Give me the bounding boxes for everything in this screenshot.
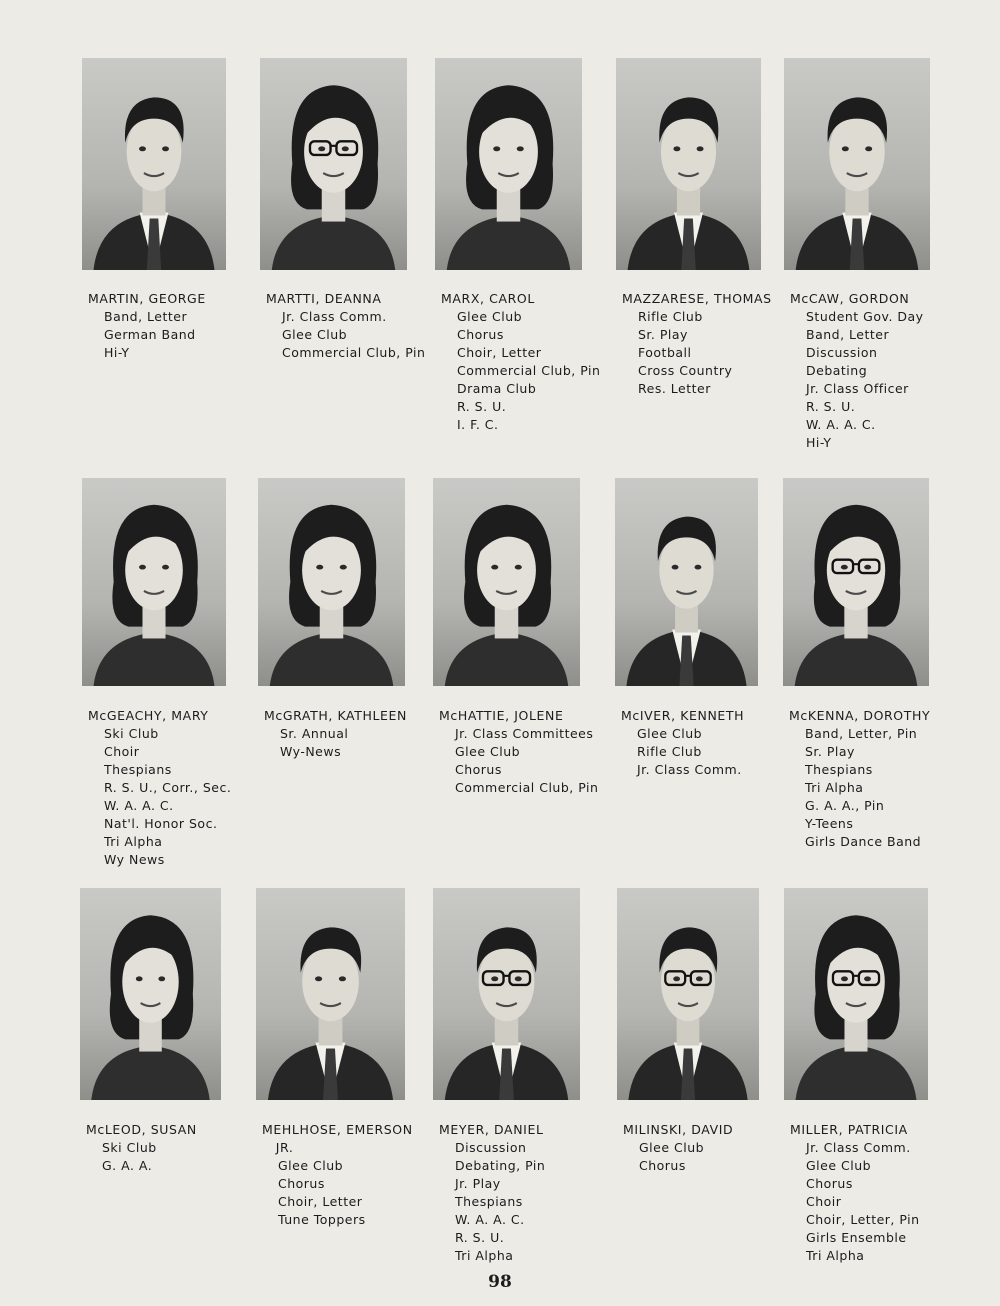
activity-item: Sr. Annual	[280, 726, 349, 741]
activity-item: Glee Club	[637, 726, 703, 741]
student-portrait	[783, 478, 929, 686]
student-caption	[439, 707, 598, 797]
activity-list	[439, 1139, 545, 1265]
activity-item: Girls Ensemble	[806, 1230, 907, 1245]
student-portrait	[784, 888, 928, 1100]
activity-item: Student Gov. Day	[806, 309, 924, 324]
activity-item: Tune Toppers	[278, 1212, 366, 1227]
student-name: MILINSKI, DAVID	[623, 1122, 734, 1137]
activity-item: Tri Alpha	[455, 1248, 514, 1263]
student-name: MARTIN, GEORGE	[88, 291, 206, 306]
activity-item: Rifle Club	[637, 744, 702, 759]
student-name: MARTTI, DEANNA	[266, 291, 382, 306]
activity-item: I. F. C.	[457, 417, 499, 432]
student-portrait	[435, 58, 582, 270]
student-caption	[266, 290, 425, 362]
activity-item: Cross Country	[638, 363, 733, 378]
activity-item: R. S. U.	[806, 399, 856, 414]
activity-list	[88, 725, 231, 869]
activity-item: Commercial Club, Pin	[282, 345, 426, 360]
activity-list	[623, 1139, 733, 1175]
student-portrait	[615, 478, 758, 686]
activity-item: Jr. Class Comm.	[806, 1140, 911, 1155]
activity-item: Thespians	[104, 762, 172, 777]
activity-list	[86, 1139, 197, 1175]
activity-list	[441, 308, 600, 434]
activity-item: Commercial Club, Pin	[457, 363, 601, 378]
activity-item: R. S. U.	[457, 399, 507, 414]
student-portrait	[80, 888, 221, 1100]
activity-list	[266, 308, 425, 362]
activity-item: W. A. A. C.	[806, 417, 876, 432]
activity-item: Choir, Letter	[457, 345, 542, 360]
activity-item: Wy-News	[280, 744, 342, 759]
student-caption	[623, 1121, 733, 1175]
activity-item: Nat'l. Honor Soc.	[104, 816, 218, 831]
activity-list	[264, 725, 407, 761]
activity-item: Choir, Letter	[278, 1194, 363, 1209]
activity-item: Choir	[806, 1194, 842, 1209]
activity-item: Band, Letter	[104, 309, 188, 324]
student-name: MAZZARESE, THOMAS	[622, 291, 772, 306]
student-caption	[441, 290, 600, 434]
student-portrait	[258, 478, 405, 686]
activity-list	[790, 308, 924, 452]
student-portrait	[784, 58, 930, 270]
student-name: McGRATH, KATHLEEN	[264, 708, 407, 723]
activity-item: Chorus	[457, 327, 504, 342]
activity-item: Hi-Y	[104, 345, 130, 360]
activity-item: R. S. U.	[455, 1230, 505, 1245]
student-portrait	[433, 888, 580, 1100]
student-caption	[790, 290, 924, 452]
activity-item: Sr. Play	[805, 744, 855, 759]
student-caption	[439, 1121, 545, 1265]
activity-item: Discussion	[455, 1140, 527, 1155]
activity-list	[789, 725, 930, 851]
student-caption	[88, 290, 206, 362]
activity-item: Y-Teens	[805, 816, 854, 831]
student-name: McIVER, KENNETH	[621, 708, 745, 723]
page-number: 98	[488, 1272, 512, 1292]
activity-item: Res. Letter	[638, 381, 711, 396]
student-portrait	[433, 478, 580, 686]
activity-item: Glee Club	[639, 1140, 705, 1155]
activity-item: Commercial Club, Pin	[455, 780, 599, 795]
activity-item: Sr. Play	[638, 327, 688, 342]
activity-item: Band, Letter, Pin	[805, 726, 918, 741]
activity-item: Choir	[104, 744, 140, 759]
activity-item: Tri Alpha	[805, 780, 864, 795]
activity-item: Jr. Class Comm.	[282, 309, 387, 324]
activity-item: Tri Alpha	[806, 1248, 865, 1263]
activity-list	[262, 1157, 413, 1229]
activity-item: Glee Club	[278, 1158, 344, 1173]
activity-item: Jr. Class Officer	[806, 381, 909, 396]
student-caption	[88, 707, 231, 869]
activity-item: R. S. U., Corr., Sec.	[104, 780, 232, 795]
student-portrait	[82, 478, 226, 686]
activity-item: W. A. A. C.	[104, 798, 174, 813]
student-name: McCAW, GORDON	[790, 291, 910, 306]
student-caption	[262, 1121, 413, 1229]
activity-item: Wy News	[104, 852, 165, 867]
student-name: MEYER, DANIEL	[439, 1122, 544, 1137]
activity-item: Jr. Class Comm.	[637, 762, 742, 777]
student-caption	[789, 707, 930, 851]
activity-list	[621, 725, 744, 779]
activity-item: W. A. A. C.	[455, 1212, 525, 1227]
activity-item: Thespians	[455, 1194, 523, 1209]
activity-item: Chorus	[639, 1158, 686, 1173]
activity-item: Tri Alpha	[104, 834, 163, 849]
activity-item: Hi-Y	[806, 435, 832, 450]
student-caption	[264, 707, 407, 761]
activity-item: Glee Club	[457, 309, 523, 324]
activity-list	[790, 1139, 920, 1265]
activity-item: G. A. A.	[102, 1158, 153, 1173]
activity-item: G. A. A., Pin	[805, 798, 885, 813]
student-name: MEHLHOSE, EMERSON JR.	[262, 1122, 413, 1155]
student-caption	[621, 707, 744, 779]
activity-item: Discussion	[806, 345, 878, 360]
activity-item: Jr. Play	[455, 1176, 501, 1191]
student-name: McLEOD, SUSAN	[86, 1122, 197, 1137]
activity-item: Debating	[806, 363, 868, 378]
activity-item: Chorus	[455, 762, 502, 777]
activity-item: Glee Club	[455, 744, 521, 759]
student-portrait	[82, 58, 226, 270]
student-portrait	[260, 58, 407, 270]
activity-item: Choir, Letter, Pin	[806, 1212, 920, 1227]
activity-item: Band, Letter	[806, 327, 890, 342]
student-portrait	[256, 888, 405, 1100]
student-caption	[622, 290, 772, 398]
activity-item: Debating, Pin	[455, 1158, 546, 1173]
student-name: McHATTIE, JOLENE	[439, 708, 564, 723]
activity-item: Glee Club	[806, 1158, 872, 1173]
activity-item: Girls Dance Band	[805, 834, 922, 849]
activity-list	[439, 725, 598, 797]
student-portrait	[617, 888, 759, 1100]
activity-item: Glee Club	[282, 327, 348, 342]
activity-list	[88, 308, 206, 362]
activity-item: Rifle Club	[638, 309, 703, 324]
activity-item: Football	[638, 345, 692, 360]
activity-item: Ski Club	[104, 726, 159, 741]
activity-item: Ski Club	[102, 1140, 157, 1155]
activity-item: Thespians	[805, 762, 873, 777]
student-name: McGEACHY, MARY	[88, 708, 209, 723]
activity-item: Chorus	[278, 1176, 325, 1191]
activity-list	[622, 308, 772, 398]
student-portrait	[616, 58, 761, 270]
activity-item: Chorus	[806, 1176, 853, 1191]
student-caption	[86, 1121, 197, 1175]
activity-item: German Band	[104, 327, 196, 342]
activity-item: Drama Club	[457, 381, 537, 396]
student-name: McKENNA, DOROTHY	[789, 708, 931, 723]
student-caption	[790, 1121, 920, 1265]
student-name: MILLER, PATRICIA	[790, 1122, 908, 1137]
activity-item: Jr. Class Committees	[455, 726, 594, 741]
student-name: MARX, CAROL	[441, 291, 535, 306]
